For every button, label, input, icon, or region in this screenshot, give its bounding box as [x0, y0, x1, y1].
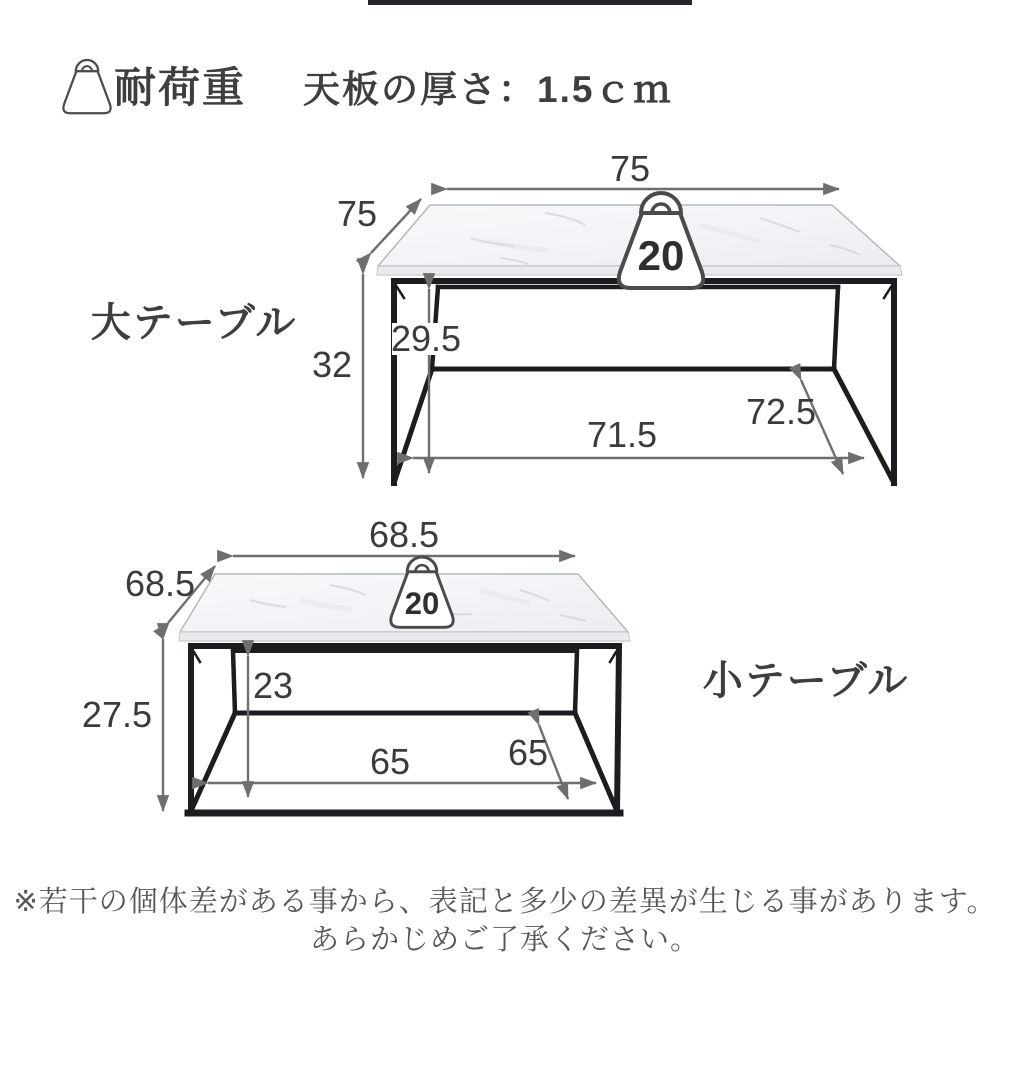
- large-top-depth-value: 75: [336, 193, 378, 234]
- disclaimer-line-2: あらかじめご了承ください。: [309, 924, 701, 956]
- small-load-value: 20: [404, 585, 440, 621]
- large-table-diagram: [91, 148, 902, 483]
- tabletop-thickness-label: 天板の厚さ：1.5ｃｍ: [303, 69, 673, 110]
- small-inner-depth-value: 65: [507, 732, 549, 773]
- large-inner-depth-value: 72.5: [745, 391, 817, 432]
- large-load-value: 20: [637, 232, 685, 279]
- small-inner-height-value: 23: [252, 665, 294, 706]
- small-top-width-value: 68.5: [368, 514, 440, 555]
- large-top-width-value: 75: [609, 148, 651, 189]
- large-table-name: 大テーブル: [90, 301, 298, 345]
- small-inner-width-value: 65: [369, 741, 411, 782]
- header: [63, 60, 672, 113]
- disclaimer-line-1: ※若干の個体差がある事から、表記と多少の差異が生じる事があります。: [13, 886, 997, 918]
- small-top-depth-value: 68.5: [124, 563, 196, 604]
- small-load-badge: [391, 557, 453, 627]
- disclaimer-note: [14, 885, 997, 956]
- large-inner-height-value: 29.5: [390, 318, 462, 359]
- small-table-diagram: [82, 514, 909, 813]
- small-table-name: 小テーブル: [702, 659, 910, 703]
- load-capacity-icon: [63, 60, 110, 113]
- small-height-value: 27.5: [81, 694, 152, 735]
- top-crop-bar: [368, 0, 692, 5]
- load-capacity-label: 耐荷重: [114, 64, 247, 111]
- large-inner-width-value: 71.5: [586, 414, 658, 455]
- large-height-value: 32: [311, 344, 352, 385]
